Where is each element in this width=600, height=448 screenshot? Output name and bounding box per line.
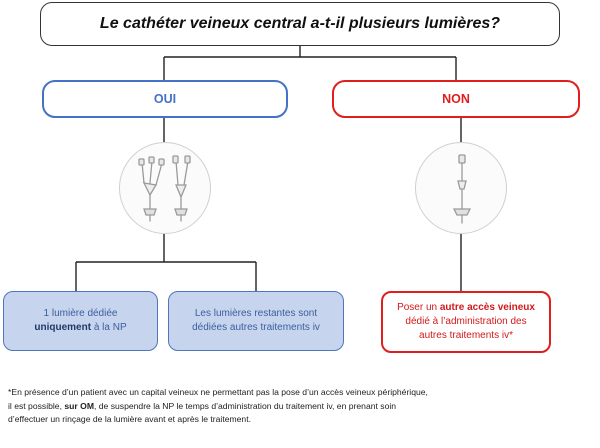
footnote-line2-post: , de suspendre la NP le temps d’administration du traitement iv, en prenant soin xyxy=(93,400,397,411)
outcome-remaining-line2: dédiées autres traitements iv xyxy=(192,322,320,333)
no-label: NON xyxy=(442,92,470,106)
question-box xyxy=(40,2,560,46)
footnote-line2-pre: il est possible, xyxy=(8,400,65,411)
outcome-other-pre: Poser un xyxy=(397,302,440,313)
outcome-dedicated-lumen xyxy=(3,291,158,351)
outcome-other-line2: dédié à l’administration des xyxy=(405,316,527,327)
outcome-other-access xyxy=(381,291,551,353)
multi-lumen-catheter-icon xyxy=(119,142,211,234)
outcome-other-line3: autres traitements iv* xyxy=(419,330,513,341)
outcome-dedicated-emphasis: uniquement xyxy=(34,322,92,333)
outcome-remaining-line1: Les lumières restantes sont xyxy=(194,308,318,319)
single-lumen-catheter-icon xyxy=(415,142,507,234)
outcome-dedicated-rest: à la NP xyxy=(91,322,127,333)
outcome-dedicated-line2 xyxy=(34,321,126,335)
question-text: Le cathéter veineux central a-t-il plusieurs lumières? xyxy=(99,15,501,32)
footnote-line3: d’effectuer un rinçage de la lumière avant et après le traitement. xyxy=(8,414,251,424)
outcome-other-emphasis: autre accès veineux xyxy=(439,302,535,313)
yes-choice-box xyxy=(42,80,288,118)
no-choice-box xyxy=(332,80,580,118)
outcome-dedicated-line1: 1 lumière dédiée xyxy=(43,308,118,319)
outcome-other-line1 xyxy=(397,301,535,315)
footnote-line2 xyxy=(8,400,598,414)
footnote-line1: *En présence d’un patient avec un capital veineux ne permettant pas la pose d’un accès veineux périphérique, xyxy=(8,387,428,397)
footnote-emphasis: sur OM xyxy=(64,400,94,411)
yes-label: OUI xyxy=(153,92,177,106)
outcome-remaining-lumens xyxy=(168,291,344,351)
footnote xyxy=(8,386,598,427)
